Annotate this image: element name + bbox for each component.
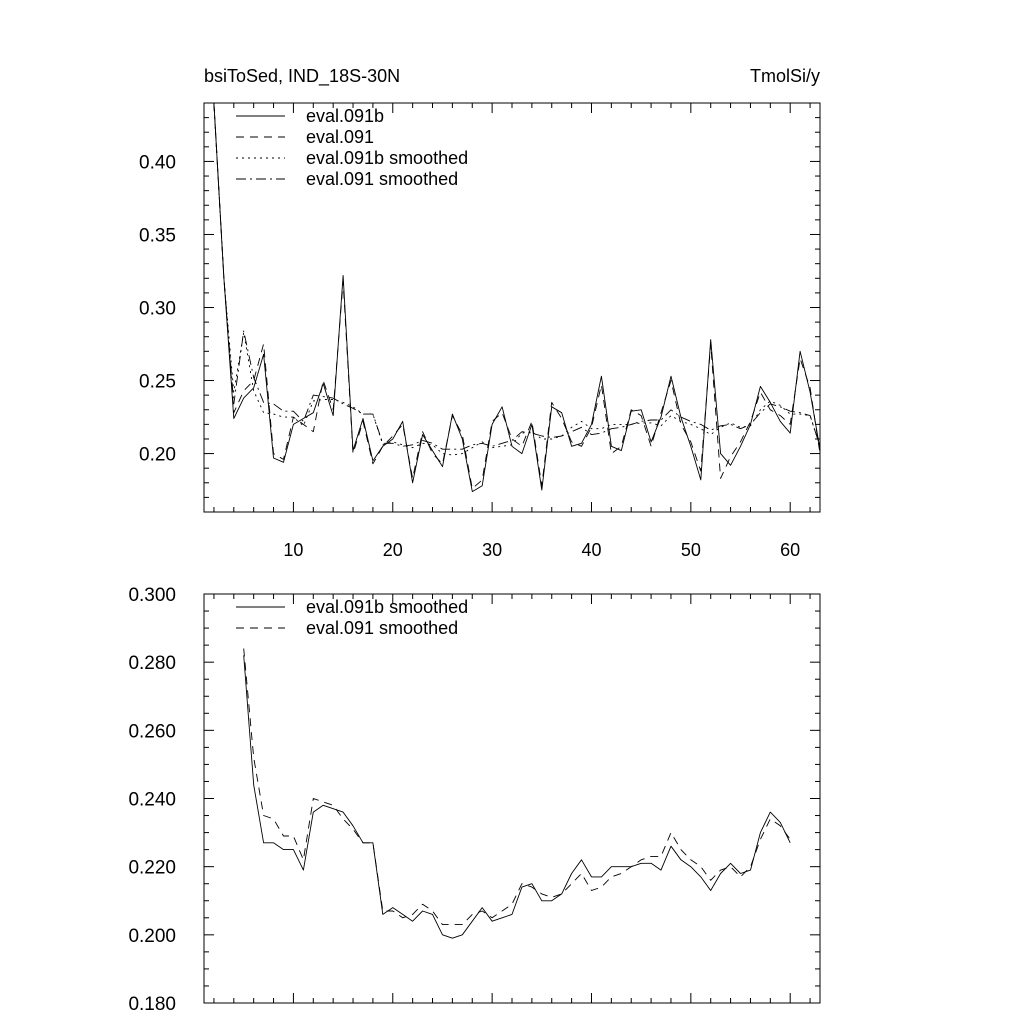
- series-line: [244, 655, 791, 938]
- y-tick-label: 0.200: [128, 925, 176, 947]
- y-tick-label: 0.30: [139, 298, 176, 320]
- legend-label: eval.091b smoothed: [306, 597, 469, 617]
- y-tick-label: 0.220: [128, 857, 176, 879]
- series-line: [214, 103, 820, 449]
- y-tick-label: 0.180: [128, 994, 176, 1015]
- y-tick-label: 0.280: [128, 653, 176, 675]
- y-tick-label: 0.40: [139, 152, 176, 174]
- series-line: [244, 649, 791, 925]
- legend-label: eval.091b: [306, 106, 385, 126]
- series-line: [214, 103, 820, 489]
- x-tick-label: 10: [283, 540, 304, 560]
- chart-right-title: TmolSi/y: [749, 66, 820, 86]
- series-line: [214, 103, 820, 455]
- x-tick-label: 20: [382, 540, 403, 560]
- plot-frame: [204, 594, 820, 1003]
- plot-frame: [204, 103, 820, 512]
- y-tick-label: 0.35: [139, 225, 176, 247]
- y-tick-label: 0.240: [128, 789, 176, 811]
- y-tick-label: 0.25: [139, 371, 176, 393]
- series-line: [214, 103, 820, 492]
- x-tick-label: 40: [581, 540, 602, 560]
- legend-label: eval.091: [306, 127, 375, 147]
- chart-left-title: bsiToSed, IND_18S-30N: [204, 66, 401, 86]
- top-panel: [139, 103, 820, 560]
- y-tick-label: 0.260: [128, 721, 176, 743]
- bottom-panel: [128, 585, 820, 1015]
- legend-label: eval.091 smoothed: [306, 169, 459, 189]
- y-tick-label: 0.20: [139, 444, 176, 466]
- x-tick-label: 60: [780, 540, 801, 560]
- x-tick-label: 50: [680, 540, 701, 560]
- y-tick-label: 0.300: [128, 585, 176, 606]
- x-tick-label: 30: [482, 540, 503, 560]
- legend-label: eval.091 smoothed: [306, 618, 459, 638]
- legend-label: eval.091b smoothed: [306, 148, 469, 168]
